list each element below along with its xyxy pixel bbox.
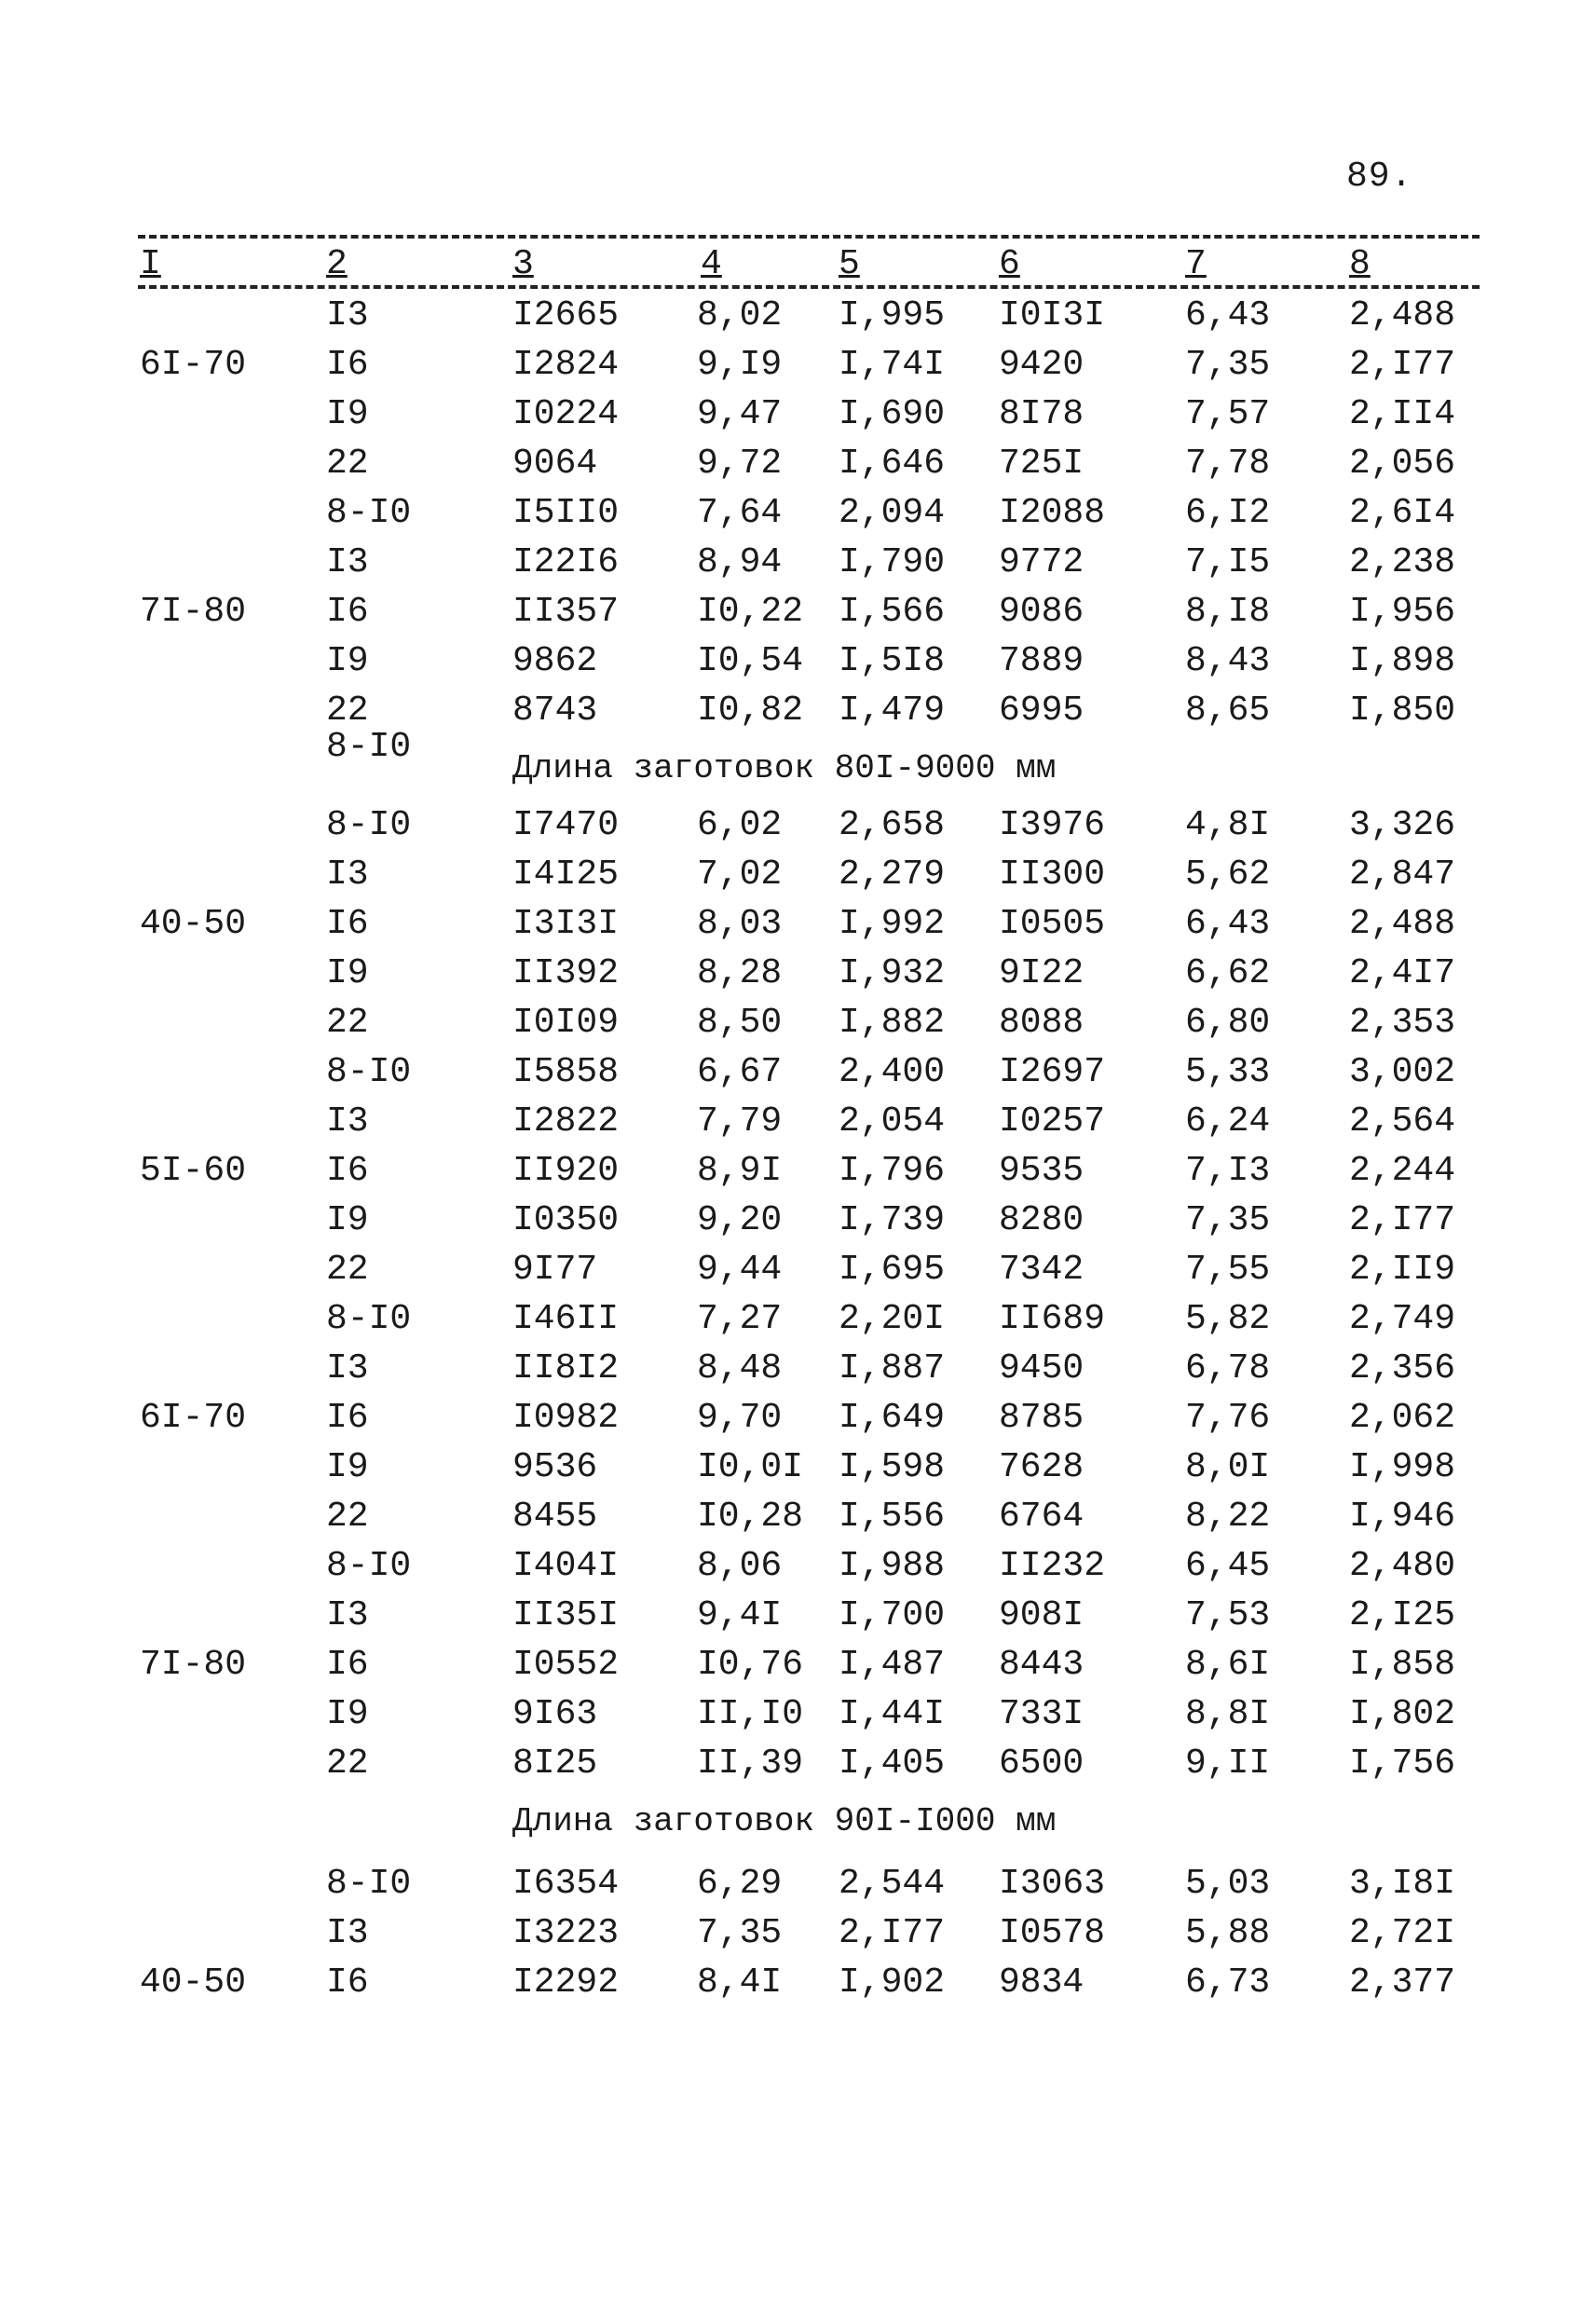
table-cell: 7342 xyxy=(999,1250,1084,1290)
table-row xyxy=(0,1909,1596,1959)
column-header: 4 xyxy=(701,244,722,284)
table-cell: 2,72I xyxy=(1349,1913,1456,1953)
table-cell: 8,48 xyxy=(697,1348,783,1388)
table-cell: I,932 xyxy=(839,953,946,993)
table-cell: I6 xyxy=(326,1151,369,1191)
table-cell: 2,II9 xyxy=(1349,1250,1456,1290)
table-cell: 725I xyxy=(999,444,1084,484)
table-cell: 8-I0 xyxy=(326,1299,412,1339)
table-cell: 9,72 xyxy=(697,444,783,484)
table-cell: 9862 xyxy=(512,641,598,681)
table-row xyxy=(0,687,1596,736)
table-cell: 7,35 xyxy=(697,1913,783,1953)
table-row xyxy=(0,950,1596,999)
table-cell: II8I2 xyxy=(512,1348,620,1388)
table-cell: 9,4I xyxy=(697,1595,783,1635)
table-cell: 6764 xyxy=(999,1497,1084,1537)
table-cell: I6 xyxy=(326,1398,369,1438)
table-cell: 8,03 xyxy=(697,904,783,944)
column-header: 8 xyxy=(1349,244,1371,284)
table-cell: I6 xyxy=(326,345,369,385)
table-cell: 5,82 xyxy=(1185,1299,1271,1339)
table-cell: 2,20I xyxy=(839,1299,946,1339)
table-cell: 5I-60 xyxy=(140,1151,247,1191)
table-cell: I,887 xyxy=(839,1348,946,1388)
table-cell: I0,28 xyxy=(697,1497,804,1537)
table-cell: I3 xyxy=(326,1595,369,1635)
table-cell: 9,I9 xyxy=(697,345,783,385)
table-row xyxy=(0,1493,1596,1542)
table-cell: 8088 xyxy=(999,1003,1084,1043)
column-header: I xyxy=(140,244,161,284)
table-cell: 8743 xyxy=(512,691,598,731)
table-cell: I3 xyxy=(326,1348,369,1388)
table-row xyxy=(0,637,1596,687)
table-cell: I0505 xyxy=(999,904,1106,944)
table-cell: I2697 xyxy=(999,1052,1106,1092)
table-cell: 6,43 xyxy=(1185,295,1271,335)
table-cell: 8,65 xyxy=(1185,691,1271,731)
table-cell: 9834 xyxy=(999,1962,1084,2003)
table-row xyxy=(0,1641,1596,1690)
table-cell: I,802 xyxy=(1349,1694,1456,1734)
table-cell: 2,I25 xyxy=(1349,1595,1456,1635)
table-cell: 22 xyxy=(326,1497,369,1537)
table-cell: 3,002 xyxy=(1349,1052,1456,1092)
table-cell: 8,94 xyxy=(697,542,783,582)
table-cell: I,700 xyxy=(839,1595,946,1635)
table-cell: 9I22 xyxy=(999,953,1084,993)
table-cell: 5,03 xyxy=(1185,1864,1271,1904)
table-cell: 9772 xyxy=(999,542,1084,582)
table-cell: 22 xyxy=(326,691,369,731)
table-cell: I0,22 xyxy=(697,592,804,632)
table-cell: I,556 xyxy=(839,1497,946,1537)
table-cell: 6,78 xyxy=(1185,1348,1271,1388)
table-cell: 7,I5 xyxy=(1185,542,1271,582)
table-cell: II689 xyxy=(999,1299,1106,1339)
table-cell: 9,47 xyxy=(697,394,783,434)
table-cell: 9535 xyxy=(999,1151,1084,1191)
table-cell: I,796 xyxy=(839,1151,946,1191)
section-caption: Длина заготовок 80I-9000 мм xyxy=(512,749,1057,787)
table-cell: 6,80 xyxy=(1185,1003,1271,1043)
table-cell: 40-50 xyxy=(140,1962,247,2003)
table-cell: 2,488 xyxy=(1349,295,1456,335)
table-row xyxy=(0,588,1596,637)
table-cell: I0,82 xyxy=(697,691,804,731)
table-cell: 8,43 xyxy=(1185,641,1271,681)
table-cell: 5,88 xyxy=(1185,1913,1271,1953)
table-cell: I9 xyxy=(326,394,369,434)
table-cell: 7,I3 xyxy=(1185,1151,1271,1191)
table-cell: II35I xyxy=(512,1595,620,1635)
table-cell: I9 xyxy=(326,953,369,993)
table-cell: I,998 xyxy=(1349,1447,1456,1487)
table-cell: 40-50 xyxy=(140,904,247,944)
table-row xyxy=(0,1246,1596,1295)
table-cell: 6I-70 xyxy=(140,345,247,385)
table-cell: 8280 xyxy=(999,1200,1084,1240)
table-header xyxy=(0,244,1596,285)
table-row xyxy=(0,1443,1596,1493)
table-cell: I3063 xyxy=(999,1864,1106,1904)
table-cell: 2,356 xyxy=(1349,1348,1456,1388)
table-cell: 2,544 xyxy=(839,1864,946,1904)
table-cell: 8-I0 xyxy=(326,1052,412,1092)
table-cell: I,690 xyxy=(839,394,946,434)
table-cell: I,649 xyxy=(839,1398,946,1438)
table-cell: I,850 xyxy=(1349,691,1456,731)
table-row xyxy=(0,1147,1596,1197)
table-cell: I2088 xyxy=(999,493,1106,533)
table-cell: I2665 xyxy=(512,295,620,335)
table-cell: 8,6I xyxy=(1185,1645,1271,1685)
table-cell: 8,0I xyxy=(1185,1447,1271,1487)
table-cell: 6,I2 xyxy=(1185,493,1271,533)
section-mark: 8-I0 xyxy=(326,727,412,767)
table-cell: 8,4I xyxy=(697,1962,783,2003)
table-cell: 8785 xyxy=(999,1398,1084,1438)
table-cell: 4,8I xyxy=(1185,805,1271,845)
table-cell: 7,53 xyxy=(1185,1595,1271,1635)
table-cell: II357 xyxy=(512,592,620,632)
table-cell: 9I63 xyxy=(512,1694,598,1734)
column-header: 3 xyxy=(512,244,534,284)
table-cell: 22 xyxy=(326,1744,369,1784)
table-cell: I9 xyxy=(326,1447,369,1487)
table-cell: II300 xyxy=(999,855,1106,895)
table-cell: I0578 xyxy=(999,1913,1106,1953)
table-cell: I,898 xyxy=(1349,641,1456,681)
table-cell: 9420 xyxy=(999,345,1084,385)
table-cell: 7,27 xyxy=(697,1299,783,1339)
table-cell: 9,70 xyxy=(697,1398,783,1438)
table-cell: I0I09 xyxy=(512,1003,620,1043)
table-cell: I,739 xyxy=(839,1200,946,1240)
table-cell: 2,I77 xyxy=(1349,1200,1456,1240)
section-caption: Длина заготовок 90I-I000 мм xyxy=(512,1802,1057,1840)
table-cell: I2292 xyxy=(512,1962,620,2003)
table-row xyxy=(0,999,1596,1048)
header-bottom-rule xyxy=(138,285,1480,289)
table-cell: II,I0 xyxy=(697,1694,804,1734)
table-cell: I3223 xyxy=(512,1913,620,1953)
table-cell: I3I3I xyxy=(512,904,620,944)
table-cell: 2,094 xyxy=(839,493,946,533)
table-row xyxy=(0,900,1596,950)
table-body xyxy=(0,292,1596,2008)
table-cell: 6I-70 xyxy=(140,1398,247,1438)
header-top-rule xyxy=(138,235,1480,239)
table-cell: I,995 xyxy=(839,295,946,335)
table-cell: 6,73 xyxy=(1185,1962,1271,2003)
table-row xyxy=(0,1740,1596,1789)
table-cell: I5II0 xyxy=(512,493,620,533)
table-cell: II392 xyxy=(512,953,620,993)
table-row xyxy=(0,1197,1596,1246)
table-row xyxy=(0,1690,1596,1740)
table-cell: 8-I0 xyxy=(326,493,412,533)
table-cell: 2,480 xyxy=(1349,1546,1456,1586)
table-cell: I3 xyxy=(326,295,369,335)
table-cell: I,479 xyxy=(839,691,946,731)
column-header: 7 xyxy=(1185,244,1207,284)
table-cell: 9,II xyxy=(1185,1744,1271,1784)
table-cell: 9450 xyxy=(999,1348,1084,1388)
table-cell: 733I xyxy=(999,1694,1084,1734)
table-cell: I,5I8 xyxy=(839,641,946,681)
table-cell: 2,238 xyxy=(1349,542,1456,582)
table-cell: 6,62 xyxy=(1185,953,1271,993)
table-cell: 6,45 xyxy=(1185,1546,1271,1586)
table-cell: 2,II4 xyxy=(1349,394,1456,434)
table-cell: I9 xyxy=(326,641,369,681)
table-cell: 22 xyxy=(326,1003,369,1043)
table-row xyxy=(0,801,1596,851)
table-cell: I,646 xyxy=(839,444,946,484)
table-cell: 2,054 xyxy=(839,1101,946,1142)
table-row xyxy=(0,1592,1596,1641)
table-cell: I6 xyxy=(326,592,369,632)
table-cell: 3,I8I xyxy=(1349,1864,1456,1904)
table-cell: I0257 xyxy=(999,1101,1106,1142)
table-cell: I,902 xyxy=(839,1962,946,2003)
table-cell: I,858 xyxy=(1349,1645,1456,1685)
table-cell: 7I-80 xyxy=(140,1645,247,1685)
table-row xyxy=(0,539,1596,588)
table-row xyxy=(0,851,1596,900)
table-cell: 7,35 xyxy=(1185,345,1271,385)
table-cell: 6,24 xyxy=(1185,1101,1271,1142)
table-cell: I404I xyxy=(512,1546,620,1586)
table-cell: 8-I0 xyxy=(326,805,412,845)
column-header: 5 xyxy=(839,244,860,284)
table-row xyxy=(0,489,1596,539)
column-header: 2 xyxy=(326,244,348,284)
table-cell: 7,57 xyxy=(1185,394,1271,434)
table-cell: 8,I8 xyxy=(1185,592,1271,632)
table-row xyxy=(0,390,1596,440)
table-cell: 7628 xyxy=(999,1447,1084,1487)
table-cell: 8-I0 xyxy=(326,1864,412,1904)
table-cell: I3 xyxy=(326,1101,369,1142)
table-cell: 2,I77 xyxy=(839,1913,946,1953)
table-cell: 2,377 xyxy=(1349,1962,1456,2003)
table-row xyxy=(0,1542,1596,1592)
table-cell: 2,279 xyxy=(839,855,946,895)
table-cell: I,992 xyxy=(839,904,946,944)
table-cell: 7,76 xyxy=(1185,1398,1271,1438)
table-cell: I,487 xyxy=(839,1645,946,1685)
table-cell: 8,9I xyxy=(697,1151,783,1191)
table-cell: 8,50 xyxy=(697,1003,783,1043)
table-cell: I0,54 xyxy=(697,641,804,681)
table-cell: 2,488 xyxy=(1349,904,1456,944)
table-cell: I6 xyxy=(326,1645,369,1685)
table-cell: 2,244 xyxy=(1349,1151,1456,1191)
table-cell: I0350 xyxy=(512,1200,620,1240)
table-cell: 3,326 xyxy=(1349,805,1456,845)
table-cell: 2,400 xyxy=(839,1052,946,1092)
table-row xyxy=(0,440,1596,489)
table-cell: 6,67 xyxy=(697,1052,783,1092)
table-cell: 8455 xyxy=(512,1497,598,1537)
table-cell: 2,4I7 xyxy=(1349,953,1456,993)
table-cell: 2,564 xyxy=(1349,1101,1456,1142)
table-cell: I0I3I xyxy=(999,295,1106,335)
table-cell: I,74I xyxy=(839,345,946,385)
table-cell: 908I xyxy=(999,1595,1084,1635)
table-cell: I0,0I xyxy=(697,1447,804,1487)
table-cell: 8,8I xyxy=(1185,1694,1271,1734)
table-cell: I0552 xyxy=(512,1645,620,1685)
table-cell: 8I25 xyxy=(512,1744,598,1784)
table-cell: I6354 xyxy=(512,1864,620,1904)
table-cell: I0224 xyxy=(512,394,620,434)
table-row xyxy=(0,1295,1596,1345)
table-cell: 8-I0 xyxy=(326,1546,412,1586)
table-cell: 7889 xyxy=(999,641,1084,681)
table-row xyxy=(0,1959,1596,2008)
table-cell: I9 xyxy=(326,1694,369,1734)
table-cell: 2,056 xyxy=(1349,444,1456,484)
table-cell: II232 xyxy=(999,1546,1106,1586)
table-cell: I5858 xyxy=(512,1052,620,1092)
table-cell: 2,749 xyxy=(1349,1299,1456,1339)
table-cell: 8,02 xyxy=(697,295,783,335)
table-cell: I,44I xyxy=(839,1694,946,1734)
table-row xyxy=(0,1048,1596,1098)
table-cell: I,756 xyxy=(1349,1744,1456,1784)
table-row xyxy=(0,1098,1596,1147)
table-cell: 7,35 xyxy=(1185,1200,1271,1240)
table-row xyxy=(0,1394,1596,1443)
table-cell: 22 xyxy=(326,444,369,484)
table-cell: I,695 xyxy=(839,1250,946,1290)
table-cell: 9064 xyxy=(512,444,598,484)
table-cell: I4I25 xyxy=(512,855,620,895)
table-cell: 6500 xyxy=(999,1744,1084,1784)
table-cell: I6 xyxy=(326,1962,369,2003)
table-cell: 2,062 xyxy=(1349,1398,1456,1438)
table-row xyxy=(0,292,1596,341)
table-cell: 2,658 xyxy=(839,805,946,845)
table-cell: I6 xyxy=(326,904,369,944)
table-cell: 5,33 xyxy=(1185,1052,1271,1092)
table-cell: I3976 xyxy=(999,805,1106,845)
table-cell: I7470 xyxy=(512,805,620,845)
table-cell: 7,78 xyxy=(1185,444,1271,484)
table-cell: I,790 xyxy=(839,542,946,582)
table-row xyxy=(0,341,1596,390)
table-cell: I0,76 xyxy=(697,1645,804,1685)
table-cell: 7,02 xyxy=(697,855,783,895)
table-cell: 2,I77 xyxy=(1349,345,1456,385)
table-cell: I,988 xyxy=(839,1546,946,1586)
table-row xyxy=(0,1860,1596,1909)
table-cell: I46II xyxy=(512,1299,620,1339)
table-cell: 6995 xyxy=(999,691,1084,731)
table-cell: 8443 xyxy=(999,1645,1084,1685)
table-cell: 7,79 xyxy=(697,1101,783,1142)
table-cell: 9086 xyxy=(999,592,1084,632)
table-cell: 7,64 xyxy=(697,493,783,533)
table-row xyxy=(0,1345,1596,1394)
section-caption-row xyxy=(0,1789,1596,1860)
table-cell: I22I6 xyxy=(512,542,620,582)
table-cell: I,882 xyxy=(839,1003,946,1043)
table-cell: I3 xyxy=(326,855,369,895)
table-cell: II,39 xyxy=(697,1744,804,1784)
table-cell: I,946 xyxy=(1349,1497,1456,1537)
table-cell: 7I-80 xyxy=(140,592,247,632)
table-cell: I9 xyxy=(326,1200,369,1240)
table-cell: 2,6I4 xyxy=(1349,493,1456,533)
table-cell: 9I77 xyxy=(512,1250,598,1290)
table-cell: 9536 xyxy=(512,1447,598,1487)
table-cell: I3 xyxy=(326,1913,369,1953)
table-cell: 22 xyxy=(326,1250,369,1290)
table-cell: 6,02 xyxy=(697,805,783,845)
table-cell: I,405 xyxy=(839,1744,946,1784)
table-cell: 6,29 xyxy=(697,1864,783,1904)
table-cell: 8I78 xyxy=(999,394,1084,434)
table-cell: I0982 xyxy=(512,1398,620,1438)
table-cell: I3 xyxy=(326,542,369,582)
table-cell: 8,06 xyxy=(697,1546,783,1586)
page-number: 89. xyxy=(1346,157,1413,197)
table-cell: I,566 xyxy=(839,592,946,632)
table-cell: II920 xyxy=(512,1151,620,1191)
table-cell: I2822 xyxy=(512,1101,620,1142)
table-cell: 9,20 xyxy=(697,1200,783,1240)
table-cell: I,598 xyxy=(839,1447,946,1487)
table-cell: 9,44 xyxy=(697,1250,783,1290)
table-cell: 7,55 xyxy=(1185,1250,1271,1290)
column-header: 6 xyxy=(999,244,1020,284)
table-cell: 6,43 xyxy=(1185,904,1271,944)
table-cell: 8,22 xyxy=(1185,1497,1271,1537)
table-cell: 8,28 xyxy=(697,953,783,993)
table-cell: 2,847 xyxy=(1349,855,1456,895)
table-cell: I,956 xyxy=(1349,592,1456,632)
table-cell: I2824 xyxy=(512,345,620,385)
table-cell: 5,62 xyxy=(1185,855,1271,895)
table-cell: 2,353 xyxy=(1349,1003,1456,1043)
section-caption-row xyxy=(0,727,1596,801)
